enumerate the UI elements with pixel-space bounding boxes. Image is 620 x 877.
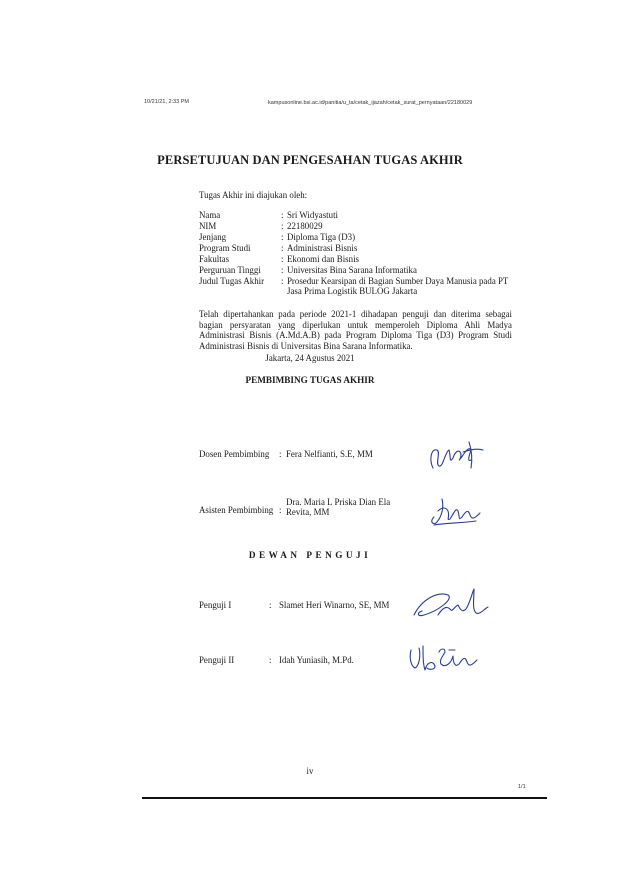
field-label-nama: Nama	[199, 210, 221, 220]
field-value-perguruan-tinggi: : Universitas Bina Sarana Informatika	[281, 265, 417, 275]
field-label-jenjang: Jenjang	[199, 232, 227, 242]
bottom-rule	[142, 797, 547, 799]
field-value-nama: : Sri Widyastuti	[281, 210, 339, 220]
penguji1-colon: :	[269, 600, 272, 610]
signature-penguji2	[405, 642, 480, 678]
penguji2-name: Idah Yuniasih, M.Pd.	[279, 655, 354, 665]
field-value-fakultas: : Ekonomi dan Bisnis	[281, 254, 359, 264]
penguji-heading: DEWAN PENGUJI	[248, 550, 372, 560]
dosen-pembimbing-label: Dosen Pembimbing	[199, 449, 270, 459]
dosen-pembimbing-name: Fera Nelfianti, S.E, MM	[286, 449, 373, 459]
field-value-program-studi: : Administrasi Bisnis	[281, 243, 358, 253]
page-number: iv	[306, 766, 314, 776]
print-datetime: 10/21/21, 2:33 PM	[144, 99, 189, 105]
print-page-count: 1/1	[518, 784, 526, 790]
asisten-pembimbing-name: Dra. Maria L Priska Dian Ela Revita, MM	[286, 497, 391, 518]
field-value-judul: : Prosedur Kearsipan di Bagian Sumber Daya Manusia pada PT Jasa Prima Logistik BULOG Jakarta	[281, 276, 509, 297]
print-url: kampusonline.bsi.ac.id/panitia/u_ta/cetak_ijazah/cetak_surat_pernyataan/22180029	[268, 100, 473, 106]
penguji1-name: Slamet Heri Winarno, SE, MM	[279, 600, 390, 610]
field-label-judul: Judul Tugas Akhir	[199, 276, 265, 286]
signature-asisten-pembimbing	[428, 493, 483, 529]
document-title: PERSETUJUAN DAN PENGESAHAN TUGAS AKHIR	[157, 153, 463, 167]
field-value-jenjang: : Diploma Tiga (D3)	[281, 232, 356, 242]
field-label-fakultas: Fakultas	[199, 254, 230, 264]
dosen-pembimbing-colon: :	[279, 449, 282, 459]
signature-penguji1	[408, 585, 493, 625]
intro-text: Tugas Akhir ini diajukan oleh:	[199, 190, 308, 200]
field-label-perguruan-tinggi: Perguruan Tinggi	[199, 265, 261, 275]
penguji2-label: Penguji II	[199, 655, 235, 665]
place-date: Jakarta, 24 Agustus 2021	[265, 353, 355, 363]
asisten-pembimbing-colon: :	[279, 505, 282, 515]
signature-dosen-pembimbing	[425, 438, 485, 474]
field-label-program-studi: Program Studi	[199, 243, 251, 253]
penguji2-colon: :	[269, 655, 272, 665]
penguji1-label: Penguji I	[199, 600, 232, 610]
field-value-nim: : 22180029	[281, 221, 323, 231]
approval-paragraph: Telah dipertahankan pada periode 2021-1 dihadapan penguji dan diterima sebagai bagian persyaratan yang diperlukan untuk memperoleh Diploma Ahli Madya Administrasi Bisnis (A.Md.A.B) pada Program Diploma Tiga (D3) Program Studi Administrasi Bisnis di Universitas Bina Sarana Informatika.	[199, 309, 512, 351]
asisten-pembimbing-label: Asisten Pembimbing	[199, 505, 274, 515]
field-label-nim: NIM	[199, 221, 217, 231]
pembimbing-heading: PEMBIMBING TUGAS AKHIR	[245, 375, 375, 385]
